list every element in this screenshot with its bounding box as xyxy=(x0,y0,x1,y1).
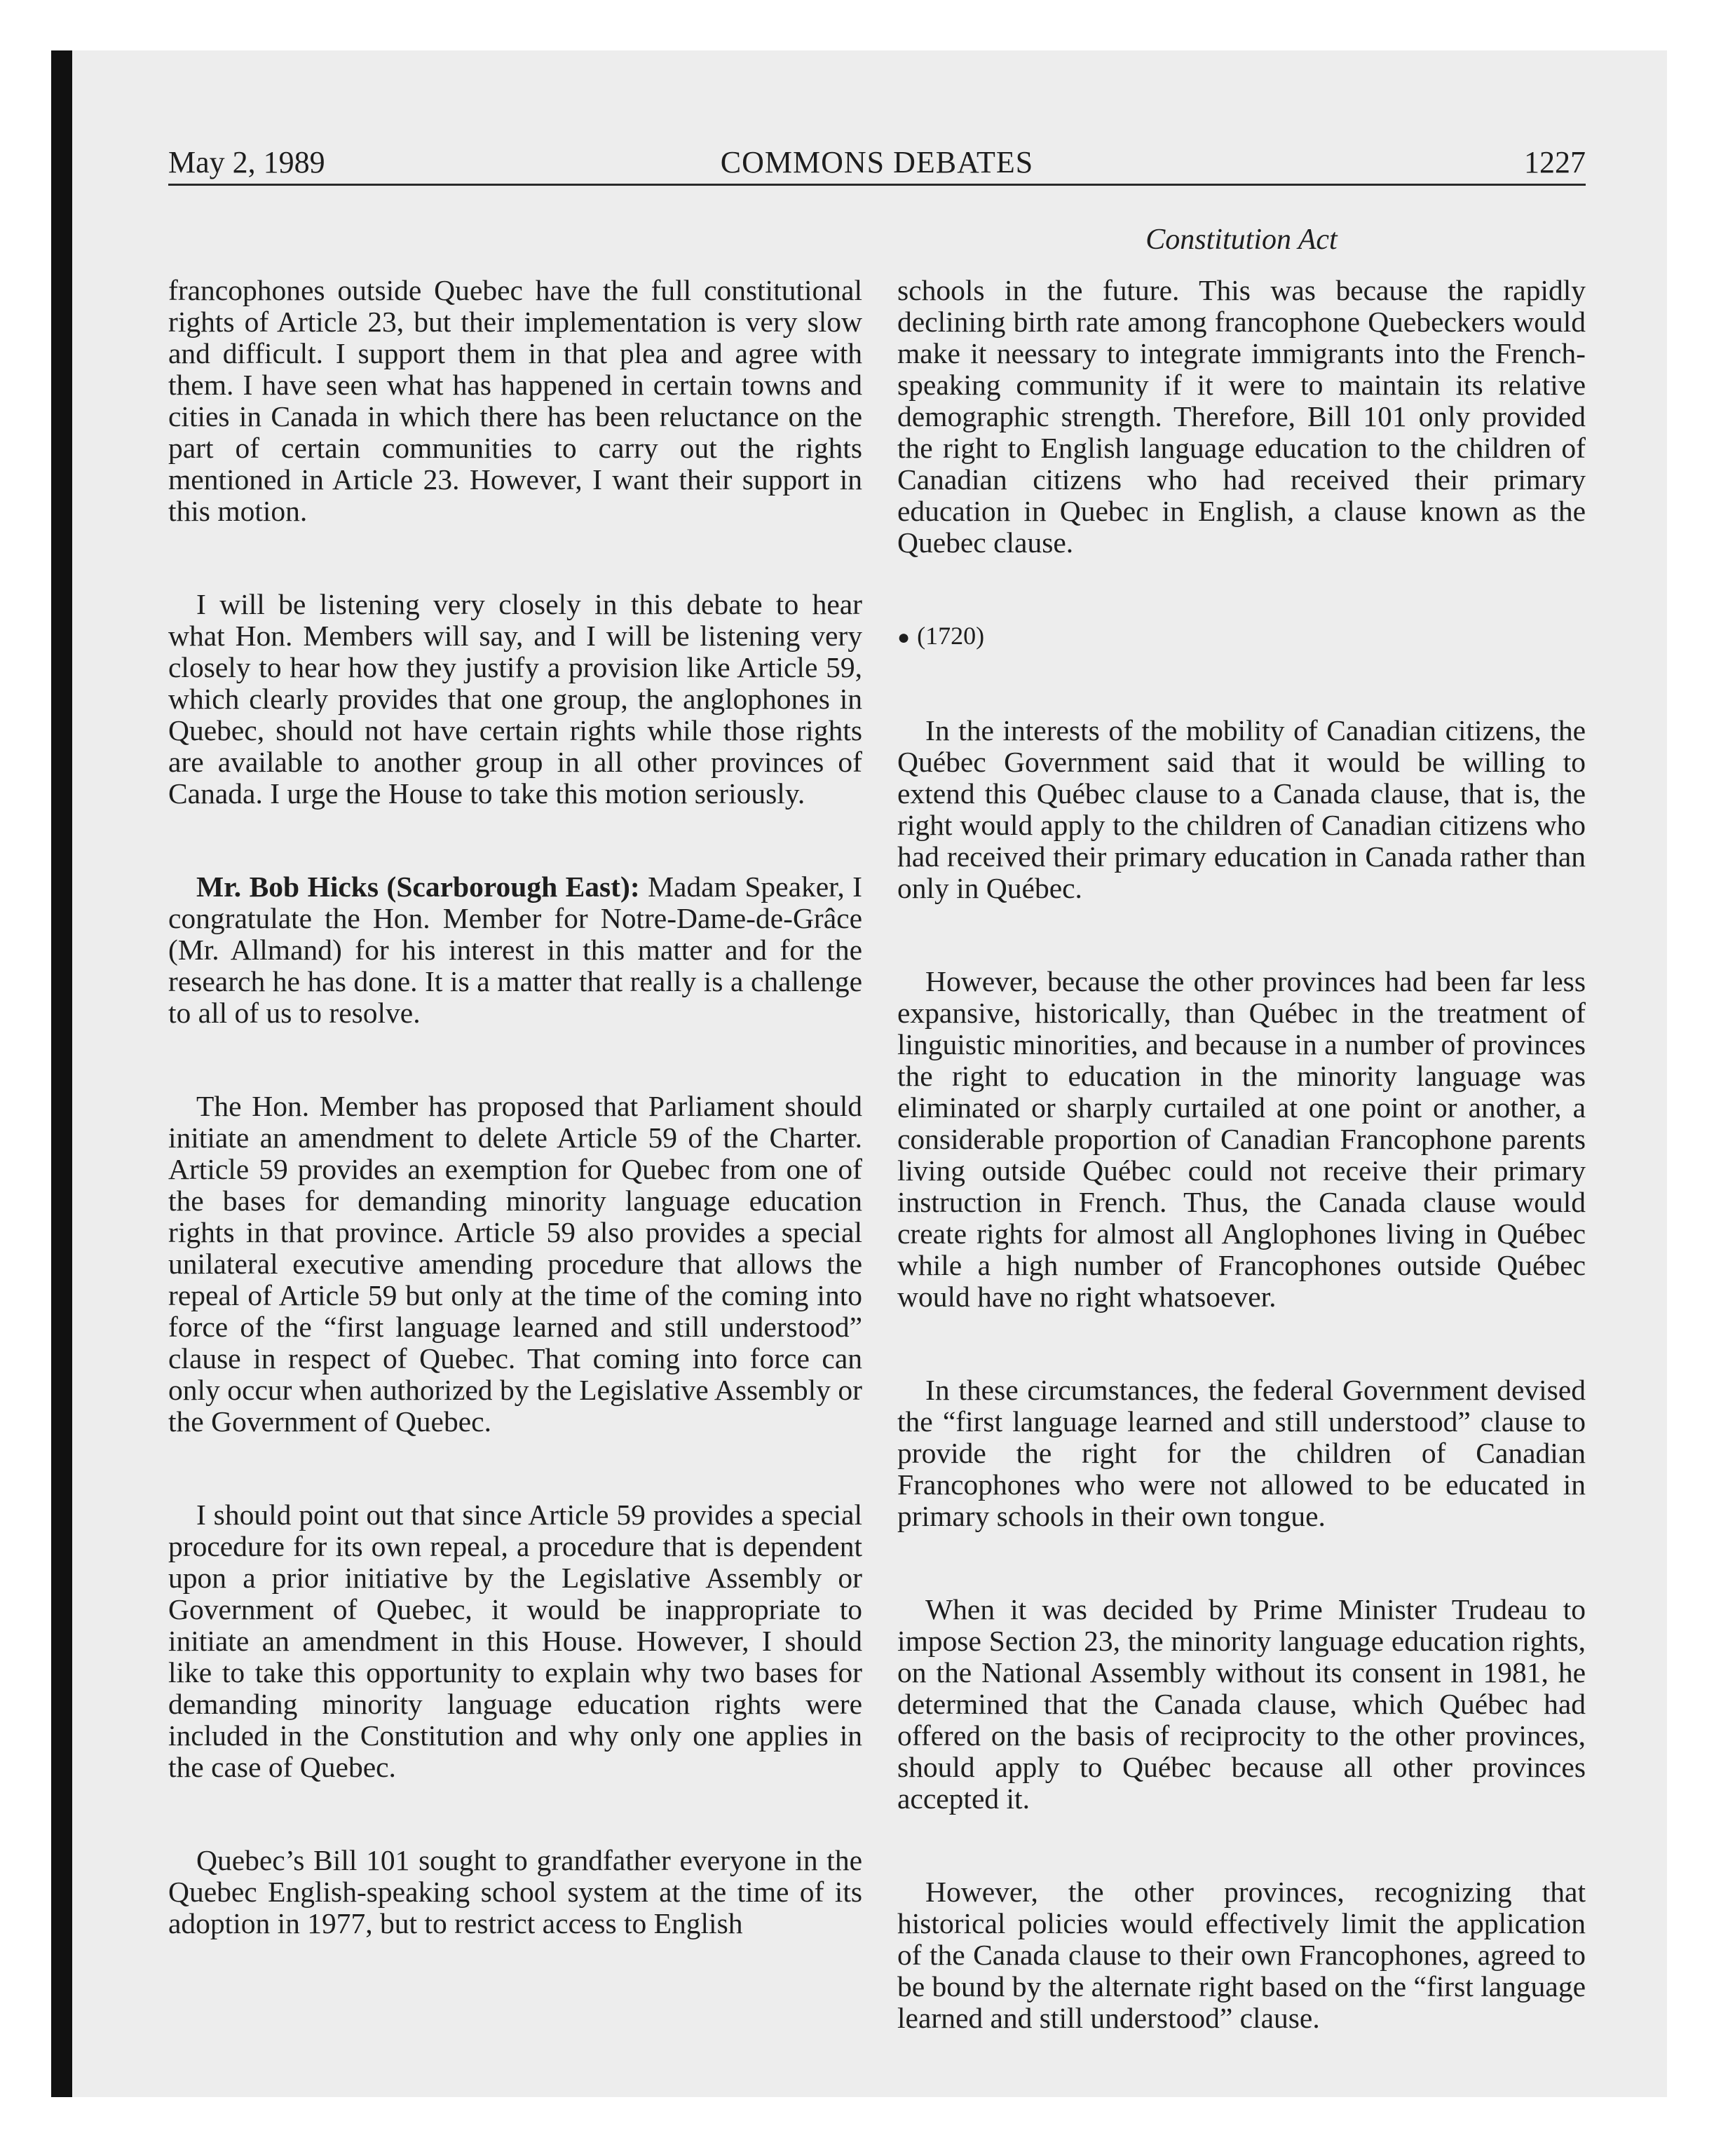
paragraph: However, because the other provinces had been far less expansive, historically, than Québec in the treatment of linguistic minorities, and because in a number of provinces the right to education in the minority language was eliminated or sharply curtailed at one point or another, a considerable proportion of Canadian Francophone parents living outside Québec could not receive their primary instruction in French. Thus, the Canada clause would create rights for almost all Anglophones living in Québec while a high number of Francophones outside Québec would have no right whatsoever. xyxy=(897,965,1586,1313)
paragraph: francophones outside Quebec have the full constitutional rights of Article 23, but their implementation is very slow and difficult. I support them in that plea and agree with them. I have seen what has happened in certain towns and cities in Canada in which there has been reluctance on the part of certain communities to carry out the rights mentioned in Article 23. However, I want their support in this motion. xyxy=(168,274,862,527)
paragraph: schools in the future. This was because the rapidly declining birth rate among francophone Quebeckers would make it neessary to integrate immigrants into the French-speaking community if it were to maintain its relative demographic strength. Therefore, Bill 101 only provided the right to English language education to the children of Canadian citizens who had received their primary education in Quebec in English, a clause known as the Quebec clause. xyxy=(897,274,1586,559)
paragraph: When it was decided by Prime Minister Trudeau to impose Section 23, the minority language education rights, on the National Assembly without its consent in 1981, he determined that the Canada clause, which Québec had offered on the basis of reciprocity to the other provinces, should apply to Québec because all other provinces accepted it. xyxy=(897,1593,1586,1815)
paragraph: However, the other provinces, recognizing that historical policies would effectively limit the application of the Canada clause to their own Francophones, agreed to be bound by the alternate right based on the “first language learned and still understood” clause. xyxy=(897,1876,1586,2034)
time-marker xyxy=(897,620,1586,653)
speaker-text: Madam Speaker, I congratulate the Hon. Member for Notre-Dame-de-Grâce (Mr. Allmand) for his interest in this matter and for the research he has done. It is a matter that really is a challenge to all of us to resolve. xyxy=(168,871,862,1029)
header-page-number: 1227 xyxy=(1524,145,1586,179)
paragraph: In these circumstances, the federal Government devised the “first language learned and still understood” clause to provide the right for the children of Canadian Francophones who were not allowed to be educated in primary schools in their own tongue. xyxy=(897,1374,1586,1532)
binding-edge xyxy=(51,50,72,2097)
paragraph: In the interests of the mobility of Canadian citizens, the Québec Government said that it would be willing to extend this Québec clause to a Canada clause, that is, the right would apply to the children of Canadian citizens who had received their primary education in Canada rather than only in Québec. xyxy=(897,714,1586,904)
paragraph: Quebec’s Bill 101 sought to grandfather everyone in the Quebec English-speaking school system at the time of its adoption in 1977, but to restrict access to English xyxy=(168,1844,862,1939)
right-column xyxy=(897,275,1586,2096)
speaker-name: Mr. Bob Hicks (Scarborough East): xyxy=(196,871,640,903)
running-header xyxy=(168,140,1586,186)
left-column xyxy=(168,275,862,2001)
speaker-paragraph xyxy=(168,871,862,1029)
bullet-icon: ● xyxy=(897,626,911,649)
header-date: May 2, 1989 xyxy=(168,145,325,179)
paragraph: The Hon. Member has proposed that Parliament should initiate an amendment to delete Article 59 of the Charter. Article 59 provides an exemption for Quebec from one of the bases for demanding minority language education rights in that province. Article 59 also provides a special unilateral executive amending procedure that allows the repeal of Article 59 but only at the time of the coming into force of the “first language learned and still understood” clause in respect of Quebec. That coming into force can only occur when authorized by the Legislative Assembly or the Government of Quebec. xyxy=(168,1090,862,1438)
time-marker-text: (1720) xyxy=(917,622,985,650)
section-title: Constitution Act xyxy=(1145,224,1338,256)
paragraph: I will be listening very closely in this debate to hear what Hon. Members will say, and I will be listening very closely to hear how they justify a provision like Article 59, which clearly provides that one group, the anglophones in Quebec, should not have certain rights while those rights are available to another group in all other provinces of Canada. I urge the House to take this motion seriously. xyxy=(168,588,862,810)
header-publication: COMMONS DEBATES xyxy=(720,145,1034,179)
paragraph: I should point out that since Article 59 provides a special procedure for its own repeal, a procedure that is dependent upon a prior initiative by the Legislative Assembly or Government of Quebec, it would be inappropriate to initiate an amendment in this House. However, I should like to take this opportunity to explain why two bases for demanding minority language education rights were included in the Constitution and why only one applies in the case of Quebec. xyxy=(168,1499,862,1783)
